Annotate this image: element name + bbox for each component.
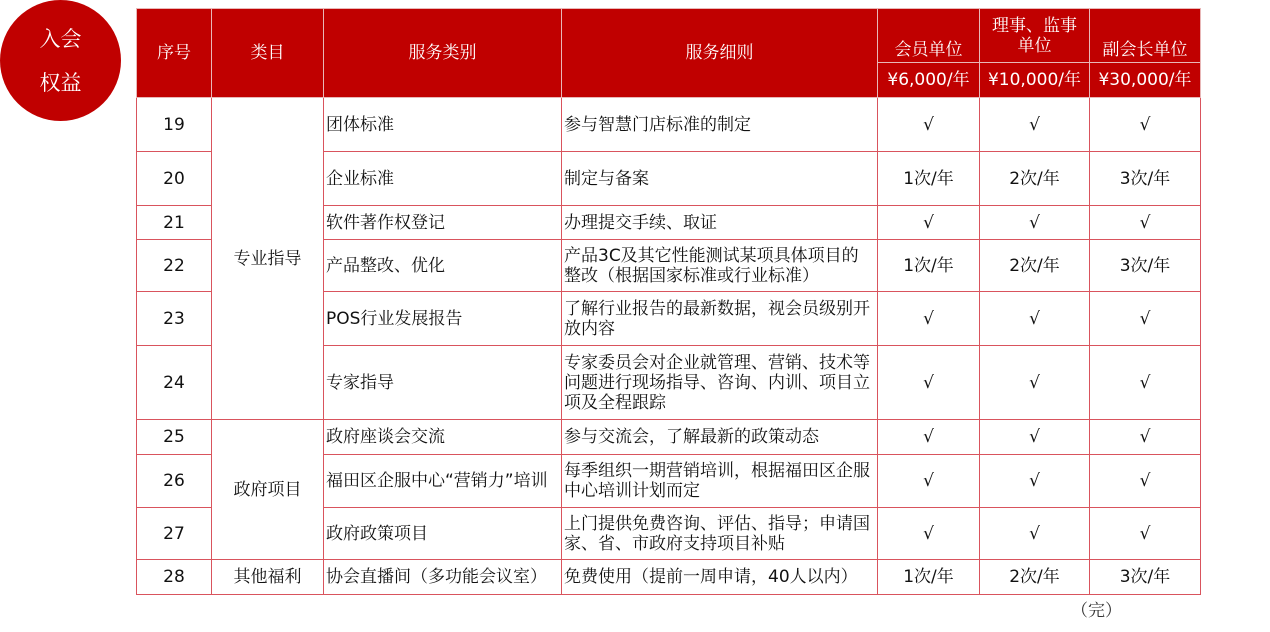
row-number: 25 (137, 420, 212, 455)
service-type-cell: 政府政策项目 (324, 508, 562, 560)
row-number: 21 (137, 206, 212, 240)
director-cell: 2次/年 (980, 152, 1090, 206)
badge-line-2: 权益 (39, 70, 82, 95)
header-director-line-1: 理事、监事 (992, 15, 1077, 36)
row-number: 27 (137, 508, 212, 560)
member-cell: √ (878, 292, 980, 346)
service-detail-cell: 产品3C及其它性能测试某项具体项目的整改（根据国家标准或行业标准） (562, 240, 878, 292)
member-cell: √ (878, 508, 980, 560)
service-detail-cell: 参与交流会，了解最新的政策动态 (562, 420, 878, 455)
member-cell: 1次/年 (878, 240, 980, 292)
service-detail-cell: 免费使用（提前一周申请，40人以内） (562, 560, 878, 595)
vp-cell: √ (1090, 292, 1201, 346)
member-cell: √ (878, 206, 980, 240)
vp-cell: √ (1090, 508, 1201, 560)
header-service-type: 服务类别 (324, 9, 562, 98)
header-fee-vp: ¥30,000/年 (1090, 63, 1201, 98)
header-director (980, 9, 1090, 63)
member-cell: √ (878, 98, 980, 152)
director-cell: √ (980, 98, 1090, 152)
member-cell: √ (878, 346, 980, 420)
header-index: 序号 (137, 9, 212, 98)
service-type-cell: 团体标准 (324, 98, 562, 152)
benefits-table (136, 8, 1201, 595)
director-cell: √ (980, 346, 1090, 420)
row-number: 22 (137, 240, 212, 292)
vp-cell: √ (1090, 420, 1201, 455)
vp-cell: √ (1090, 455, 1201, 508)
row-number: 28 (137, 560, 212, 595)
table-row (137, 560, 1201, 595)
header-category: 类目 (212, 9, 324, 98)
category-cell: 其他福利 (212, 560, 324, 595)
table-row (137, 420, 1201, 455)
director-cell: √ (980, 508, 1090, 560)
member-cell: 1次/年 (878, 560, 980, 595)
service-type-cell: 企业标准 (324, 152, 562, 206)
director-cell: √ (980, 292, 1090, 346)
director-cell: √ (980, 455, 1090, 508)
vp-cell: √ (1090, 346, 1201, 420)
table-header (137, 9, 1201, 98)
vp-cell: 3次/年 (1090, 152, 1201, 206)
header-vp: 副会长单位 (1090, 9, 1201, 63)
service-detail-cell: 参与智慧门店标准的制定 (562, 98, 878, 152)
header-director-line-2: 单位 (1017, 35, 1052, 56)
row-number: 23 (137, 292, 212, 346)
service-type-cell: 福田区企服中心“营销力”培训 (324, 455, 562, 508)
vp-cell: 3次/年 (1090, 560, 1201, 595)
service-detail-cell: 上门提供免费咨询、评估、指导；申请国家、省、市政府支持项目补贴 (562, 508, 878, 560)
end-mark: （完） (1071, 601, 1122, 621)
header-fee-member: ¥6,000/年 (878, 63, 980, 98)
service-detail-cell: 制定与备案 (562, 152, 878, 206)
member-cell: √ (878, 420, 980, 455)
membership-benefits-badge (0, 0, 121, 121)
table-row (137, 98, 1201, 152)
header-member: 会员单位 (878, 9, 980, 63)
row-number: 24 (137, 346, 212, 420)
vp-cell: √ (1090, 98, 1201, 152)
category-cell: 专业指导 (212, 98, 324, 420)
director-cell: √ (980, 206, 1090, 240)
director-cell: 2次/年 (980, 560, 1090, 595)
service-type-cell: 产品整改、优化 (324, 240, 562, 292)
service-detail-cell: 了解行业报告的最新数据，视会员级别开放内容 (562, 292, 878, 346)
service-type-cell: 软件著作权登记 (324, 206, 562, 240)
member-cell: 1次/年 (878, 152, 980, 206)
service-type-cell: 协会直播间（多功能会议室） (324, 560, 562, 595)
row-number: 20 (137, 152, 212, 206)
service-detail-cell: 每季组织一期营销培训，根据福田区企服中心培训计划而定 (562, 455, 878, 508)
member-cell: √ (878, 455, 980, 508)
header-service-detail: 服务细则 (562, 9, 878, 98)
vp-cell: 3次/年 (1090, 240, 1201, 292)
service-type-cell: POS行业发展报告 (324, 292, 562, 346)
service-detail-cell: 办理提交手续、取证 (562, 206, 878, 240)
service-detail-cell: 专家委员会对企业就管理、营销、技术等问题进行现场指导、咨询、内训、项目立项及全程跟踪 (562, 346, 878, 420)
row-number: 19 (137, 98, 212, 152)
header-fee-director: ¥10,000/年 (980, 63, 1090, 98)
vp-cell: √ (1090, 206, 1201, 240)
director-cell: √ (980, 420, 1090, 455)
row-number: 26 (137, 455, 212, 508)
director-cell: 2次/年 (980, 240, 1090, 292)
category-cell: 政府项目 (212, 420, 324, 560)
badge-line-1: 入会 (39, 26, 82, 51)
service-type-cell: 政府座谈会交流 (324, 420, 562, 455)
service-type-cell: 专家指导 (324, 346, 562, 420)
